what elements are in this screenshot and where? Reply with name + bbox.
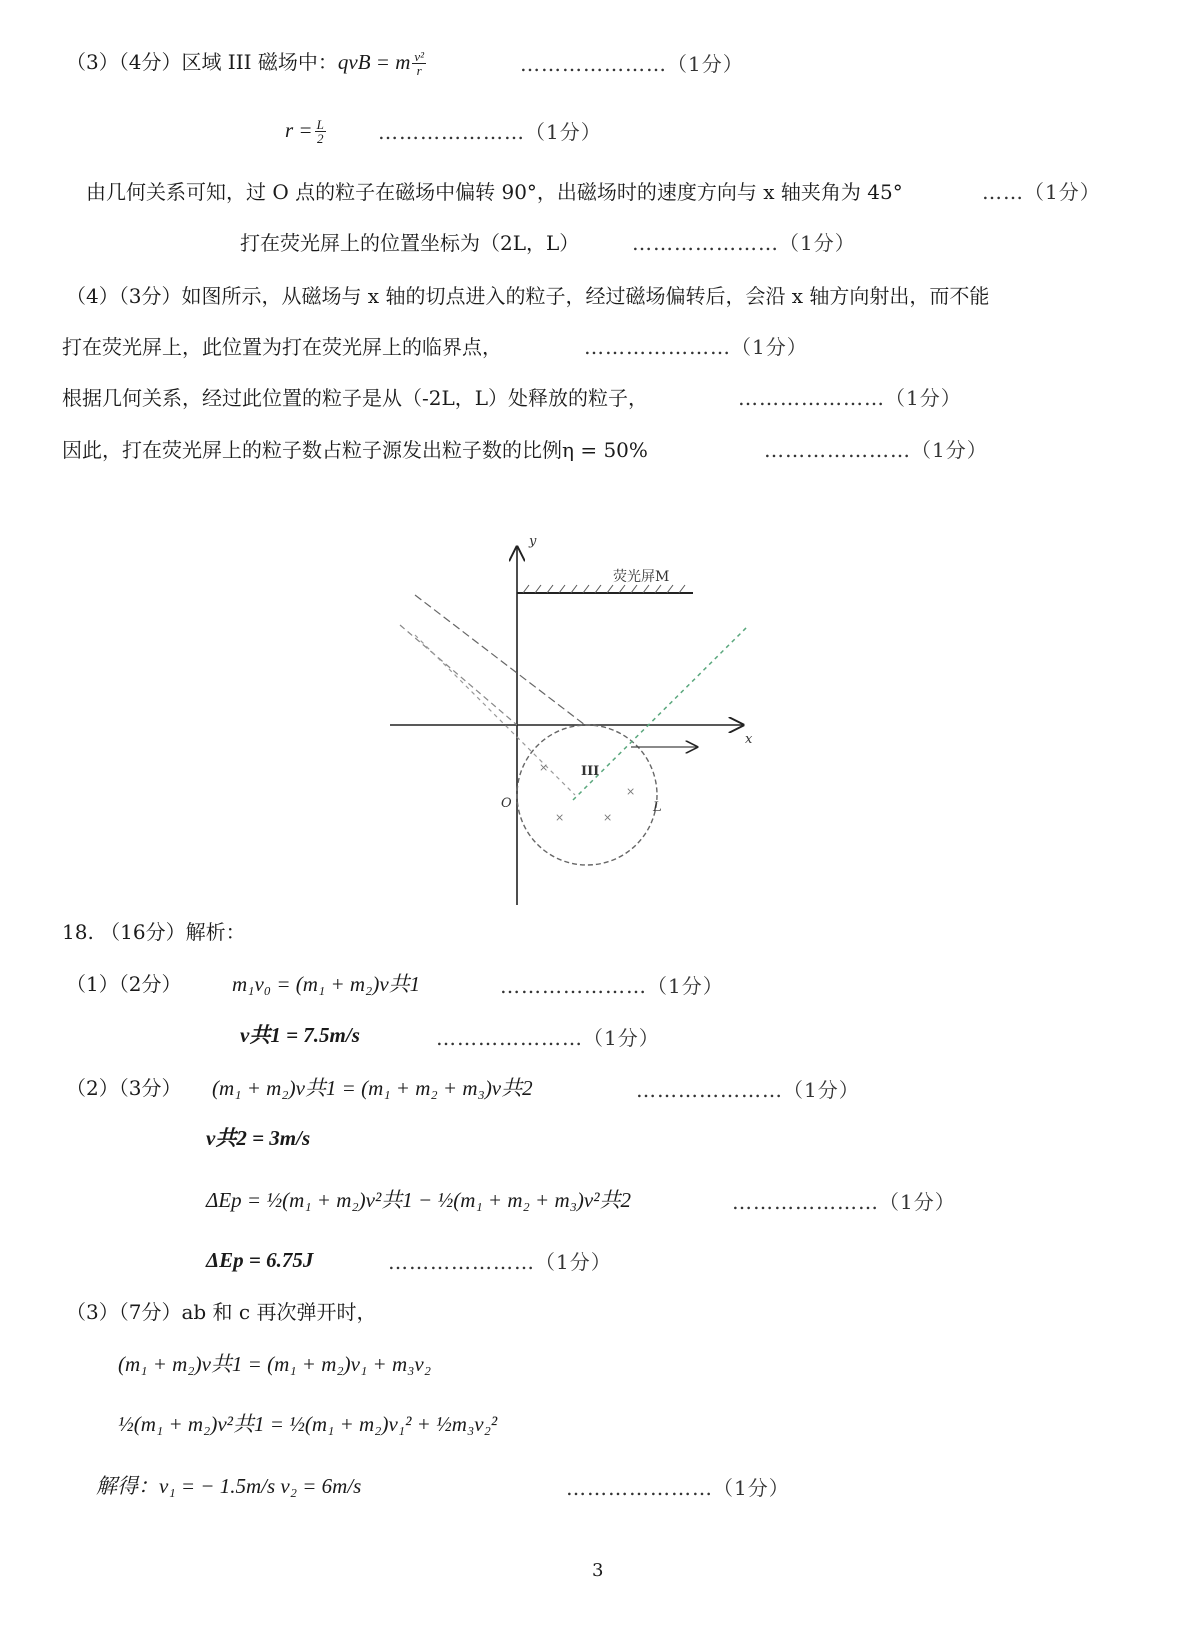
s4-line3: 根据几何关系，经过此位置的粒子是从（-2L，L）处释放的粒子， xyxy=(62,386,649,410)
svg-text:×: × xyxy=(555,811,565,824)
s3-line3: 由几何关系可知，过 O 点的粒子在磁场中偏转 90°，出磁场时的速度方向与 x 轴夹角为 45° xyxy=(86,180,903,204)
svg-text:×: × xyxy=(603,811,613,824)
s3-eq2-num: L xyxy=(316,117,324,132)
s3-eq2-den: 2 xyxy=(316,131,324,146)
s3-eq1-lhs: qvB = m xyxy=(337,50,411,74)
q18-p2-score4: …………………（1分） xyxy=(388,1250,612,1274)
s4-score3: …………………（1分） xyxy=(738,386,962,410)
page-number: 3 xyxy=(592,1560,604,1581)
q18-p2-eq3: ΔEp = ½(m₁ + m₂)v²共1 − ½(m₁ + m₂ + m₃)v²共2 xyxy=(206,1188,632,1212)
s4-score2: …………………（1分） xyxy=(584,335,808,359)
s4-line2: 打在荧光屏上，此位置为打在荧光屏上的临界点， xyxy=(62,335,502,359)
q18-p1-eq1: m₁v₀ = (m₁ + m₂)v共1 xyxy=(232,972,421,996)
q18-p2-eq4: ΔEp = 6.75J xyxy=(206,1248,314,1272)
svg-text:×: × xyxy=(626,785,636,798)
s3-score3: ……（1分） xyxy=(982,180,1101,204)
s3-eq2-lhs: r = xyxy=(285,118,313,142)
s3-eq2-frac xyxy=(315,118,326,145)
s4-score4: …………………（1分） xyxy=(764,438,988,462)
q18-p1-score1: …………………（1分） xyxy=(500,974,724,998)
origin-label: O xyxy=(501,796,512,811)
s3-score2: …………………（1分） xyxy=(378,120,602,144)
s3-head: （3）（4分）区域 III 磁场中： xyxy=(66,50,338,74)
q18-head: 18. （16分）解析： xyxy=(62,920,246,944)
q18-p3-eq1: (m₁ + m₂)v共1 = (m₁ + m₂)v₁ + m₃v₂ xyxy=(118,1352,432,1376)
s3-head-line xyxy=(66,48,428,77)
q18-p2-score3: …………………（1分） xyxy=(732,1190,956,1214)
particle-path-2 xyxy=(400,625,517,725)
x-axis-label: x xyxy=(745,732,753,747)
svg-text:×: × xyxy=(539,761,549,774)
q18-p3-head: （3）（7分）ab 和 c 再次弹开时， xyxy=(66,1300,377,1324)
q18-p3-eq2: ½(m₁ + m₂)v²共1 = ½(m₁ + m₂)v₁² + ½m₃v₂² xyxy=(118,1412,498,1436)
s4-line4: 因此，打在荧光屏上的粒子数占粒子源发出粒子数的比例η = 50% xyxy=(62,438,648,462)
q18-p3-result: 解得：v₁ = − 1.5m/s v₂ = 6m/s xyxy=(96,1474,362,1498)
s3-score4: …………………（1分） xyxy=(632,231,856,255)
particle-path-3 xyxy=(415,635,575,795)
s3-eq1-frac xyxy=(412,50,426,77)
q18-p2-score1: …………………（1分） xyxy=(636,1078,860,1102)
s3-eq2-line xyxy=(285,116,328,145)
s3-eq1-den: r xyxy=(416,63,422,78)
s4-line1: （4）（3分）如图所示，从磁场与 x 轴的切点进入的粒子，经过磁场偏转后，会沿 x 轴方向射出，而不能 xyxy=(66,284,990,308)
field-region-circle xyxy=(517,725,657,865)
q18-p2-eq1: (m₁ + m₂)v共1 = (m₁ + m₂ + m₃)v共2 xyxy=(212,1076,533,1100)
s3-eq1-num: v² xyxy=(414,49,425,64)
q18-p2-head: （2）（3分） xyxy=(66,1076,182,1100)
s3-score1: …………………（1分） xyxy=(520,52,744,76)
q18-p1-head: （1）（2分） xyxy=(66,972,182,996)
screen-hatching xyxy=(523,585,685,593)
q18-p3-score: …………………（1分） xyxy=(566,1476,790,1500)
s3-line4: 打在荧光屏上的位置坐标为（2L，L） xyxy=(240,231,580,255)
q18-p2-eq2: v共2 = 3m/s xyxy=(206,1126,311,1150)
region-label: III xyxy=(581,764,600,779)
q18-p1-eq2: v共1 = 7.5m/s xyxy=(240,1023,360,1047)
screen-label: 荧光屏M xyxy=(613,569,670,585)
radius-label: L xyxy=(653,800,662,815)
q18-p1-score2: …………………（1分） xyxy=(436,1026,660,1050)
magnetic-field-diagram xyxy=(395,534,785,935)
y-axis-label: y xyxy=(529,534,537,549)
